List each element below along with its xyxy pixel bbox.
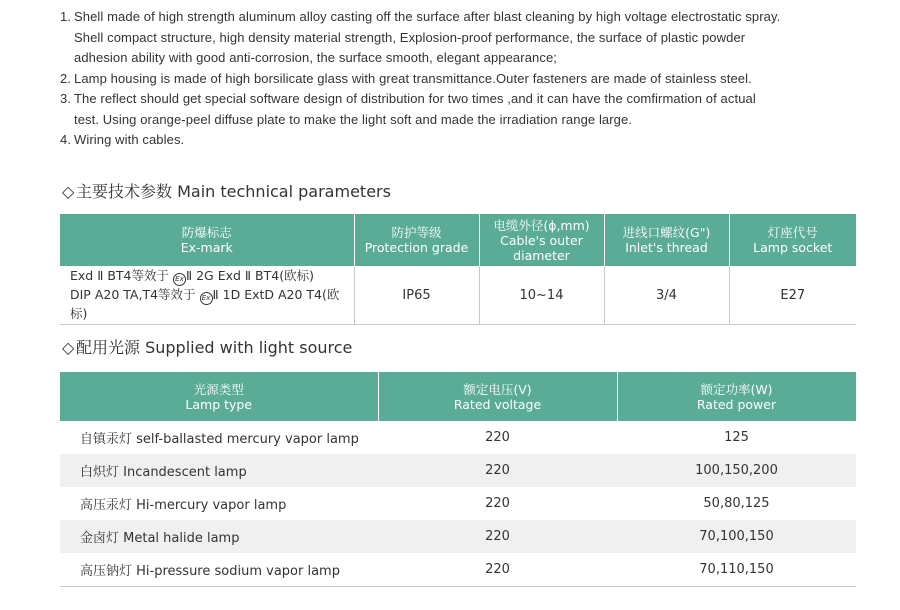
header-en: Cable's outer [500,232,583,248]
cable-cell: 10~14 [479,266,604,325]
column-header-lamp-type [60,372,378,421]
diamond-icon: ◇ [62,182,75,201]
header-en: Lamp type [185,396,253,412]
protection-cell: IP65 [354,266,479,325]
column-header-socket [729,214,856,266]
lamp-type-cell: 高压汞灯 Hi-mercury vapor lamp [80,498,287,513]
exmark-line [70,286,353,323]
power-cell: 50,80,125 [703,496,770,511]
column-header-thread [604,214,729,266]
exmark-line [70,267,353,286]
parameters-table [60,214,856,325]
socket-cell: E27 [729,266,856,325]
header-cn: 电缆外径(ϕ,mm) [493,217,590,233]
exmark-text: DIP A20 TA,T4等效于 [70,287,200,302]
header-cn: 防护等级 [391,225,442,240]
exmark-text: Exd Ⅱ BT4等效于 [70,268,173,283]
table-row [60,421,856,454]
column-header-exmark [60,214,354,266]
table-row [60,520,856,553]
feature-line: Shell compact structure, high density material strength, Explosion-proof performance, the surface of plastic powder [74,29,746,45]
lamp-type-cell: 高压钠灯 Hi-pressure sodium vapor lamp [60,553,378,587]
thread-cell: 3/4 [604,266,729,325]
voltage-cell: 220 [378,553,617,587]
feature-line: Lamp housing is made of high borsilicate glass with great transmittance.Outer fasteners are made of stainless steel. [74,70,752,86]
header-en: Rated power [696,396,777,412]
header-cn: 灯座代号 [767,225,818,240]
power-cell: 70,110,150 [617,553,856,587]
lamp-type-cell: 白炽灯 Incandescent lamp [60,454,378,487]
voltage-cell: 220 [485,496,510,511]
column-header-rated-power [617,372,856,421]
voltage-cell: 220 [485,430,510,445]
power-cell: 70,100,150 [617,520,856,553]
header-en: diameter [513,247,570,263]
voltage-cell: 220 [378,454,617,487]
power-cell: 125 [724,430,749,445]
light-source-table [60,372,857,587]
feature-item-2 [60,69,880,90]
column-header-rated-voltage [378,372,617,421]
column-header-cable [479,214,604,266]
column-header-protection [354,214,479,266]
header-cn: 防爆标志 [181,225,232,240]
section-title-text: 配用光源 Supplied with light source [76,338,353,357]
feature-number: 2. [60,70,72,86]
header-cn: 额定电压(V) [463,381,532,397]
voltage-cell: 220 [378,520,617,553]
header-en: Rated voltage [453,396,542,412]
feature-number: 4. [60,132,72,147]
feature-line: test. Using orange-peel diffuse plate to make the light soft and made the irradiation range large. [74,111,633,127]
lamp-type-cell: 金卤灯 Metal halide lamp [60,520,378,553]
header-en: Ex-mark [180,240,233,255]
exmark-cell [60,266,354,325]
header-en: Lamp socket [753,240,833,255]
table-row [60,553,856,587]
exmark-text: Ⅱ 1D ExtD A20 T4(欧标) [70,287,340,321]
feature-item-1 [60,7,880,69]
lamp-type-cell: 自镇汞灯 self-ballasted mercury vapor lamp [80,432,359,447]
diamond-icon: ◇ [62,338,75,357]
header-cn: 额定功率(W) [700,381,773,397]
feature-number: 1. [60,9,72,24]
header-en: Protection grade [364,240,469,255]
power-cell: 100,150,200 [617,454,856,487]
header-cn: 光源类型 [193,381,244,397]
feature-line: adhesion ability with good anti-corrosion, the surface smooth, elegant appearance; [74,50,557,65]
exmark-text: Ⅱ 2G Exd Ⅱ BT4(欧标) [185,268,314,283]
table-header-row [60,372,856,421]
feature-line: Shell made of high strength aluminum alloy casting off the surface after blast cleaning by high voltage electrostatic spray. [74,9,781,24]
table-row [60,454,856,487]
feature-number: 3. [60,91,72,106]
feature-item-3 [60,89,880,130]
header-cn: 进线口螺纹(G") [622,225,711,240]
ex-symbol-icon: Ex [200,292,213,305]
section-title-light-source [62,335,352,358]
feature-line: The reflect should get special software design of distribution for two times ,and it can have the comfirmation of actual [74,91,756,106]
ex-symbol-icon: Ex [173,273,186,286]
section-title-parameters [62,179,391,202]
feature-line: Wiring with cables. [74,132,185,147]
feature-list [60,7,880,151]
header-en: Inlet's thread [625,240,708,255]
table-row [60,266,856,325]
table-header-row [60,214,856,266]
feature-item-4 [60,130,880,151]
table-row [60,487,856,520]
section-title-text: 主要技术参数 Main technical parameters [76,182,391,201]
